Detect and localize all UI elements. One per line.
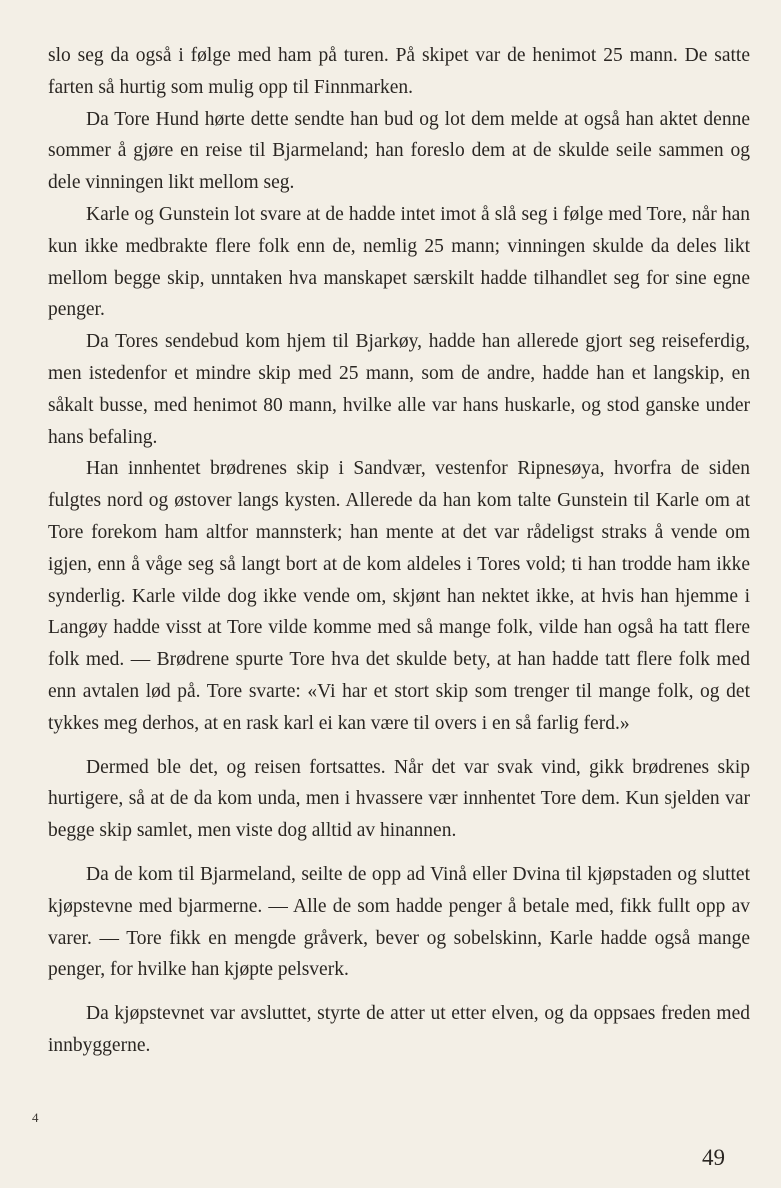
paragraph: Da Tore Hund hørte dette sendte han bud og lot dem melde at også han aktet denne sommer å gjøre en reise til Bjarmeland; han foreslo dem at de skulde seile sammen og dele vinningen likt mellom seg. <box>48 108 750 194</box>
page-number: 49 <box>702 1145 725 1170</box>
paragraph: Da Tores sendebud kom hjem til Bjarkøy, hadde han allerede gjort seg reiseferdig, men istedenfor et mindre skip med 25 mann, som de andre, hadde han et langskip, en såkalt busse, med henimot 80 mann, hvilke alle var hans huskarle, og stod ganske under hans befaling. <box>48 331 750 448</box>
paragraph: slo seg da også i følge med ham på turen. På skipet var de henimot 25 mann. De satte farten så hurtig som mulig opp til Finnmarken. <box>48 45 750 98</box>
paragraph: Da de kom til Bjarmeland, seilte de opp ad Vinå eller Dvina til kjøpstaden og sluttet kjøpstevne med bjarmerne. — Alle de som hadde penger å betale med, fikk fullt opp av varer. — Tore fikk en mengde gråverk, bever og sobelskinn, Karle hadde også mange penger, for hvilke han kjøpte pelsverk. <box>48 863 750 981</box>
paragraph: Da kjøpstevnet var avsluttet, styrte de atter ut etter elven, og da oppsaes freden med innbyggerne. <box>48 1003 750 1056</box>
paragraph: Han innhentet brødrenes skip i Sandvær, vestenfor Ripnesøya, hvorfra de siden fulgtes nord og østover langs kysten. Allerede da han kom talte Gunstein til Karle om at Tore forekom ham altfor mannsterk; han mente at det var rådeligst straks å vende om igjen, enn å våge seg så langt bort at de kom aldeles i Tores vold; ti han trodde ham ikke synderlig. Karle vilde dog ikke vende om, skjønt han nektet ikke, at hvis han hjemme i Langøy hadde visst at Tore vilde komme med så mange folk, vilde han også ha tatt flere folk med. — Brødrene spurte Tore hva det skulde bety, at han hadde tatt flere folk med enn avtalen lød på. Tore svarte: «Vi har et stort skip som trenger til mange folk, og det tykkes meg derhos, at en rask karl ei kan være til overs i en så farlig ferd.» <box>48 458 750 734</box>
paragraph: Karle og Gunstein lot svare at de hadde intet imot å slå seg i følge med Tore, når han kun ikke medbrakte flere folk enn de, nemlig 25 mann; vinningen skulde da deles likt mellom begge skip, unntaken hva manskapet særskilt hadde tilhandlet seg for sine egne penger. <box>48 203 750 321</box>
paragraph: Dermed ble det, og reisen fortsattes. Når det var svak vind, gikk brødrenes skip hurtigere, så at de da kom unda, men i hvassere vær innhentet Tore dem. Kun sjelden var begge skip samlet, men viste dog alltid av hinannen. <box>48 756 750 842</box>
body-text <box>48 40 750 1062</box>
signature-mark: 4 <box>32 1110 39 1125</box>
